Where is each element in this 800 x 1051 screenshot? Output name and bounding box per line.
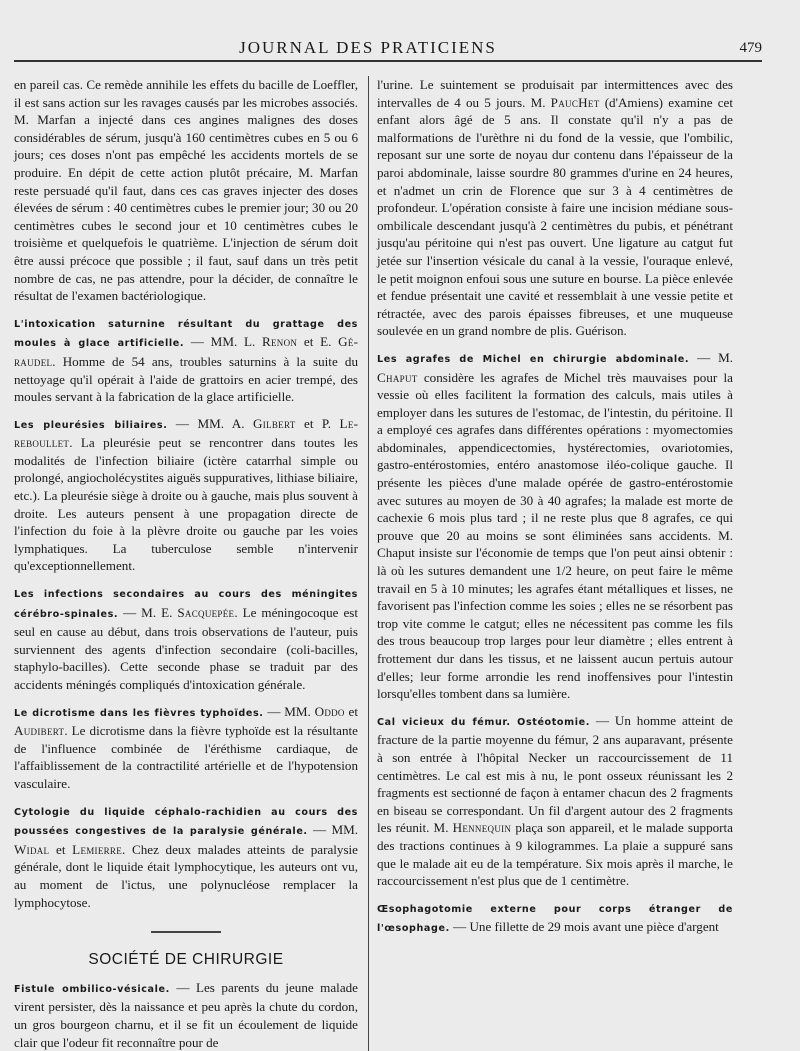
section-title: SOCIÉTÉ DE CHIRURGIE bbox=[88, 951, 284, 969]
right-column bbox=[368, 76, 733, 1051]
article-text: . Le dicrotisme dans la fièvre typhoïde est la résultante de l'influence combinée de l'éréthisme cardiaque, de l'affaiblissement de la contractilité artérielle et de l'hypotension vasculaire. bbox=[14, 723, 358, 791]
article-heading: Les pleurésies biliaires. bbox=[14, 419, 168, 431]
article-heading: Cal vicieux du fémur. Ostéotomie. bbox=[377, 716, 590, 728]
author-name: Lereboullet bbox=[14, 415, 358, 451]
article-intoxication-saturnine: L'intoxication saturnine résultant du grattage des moules à glace artificielle. — MM. L. Renon et E. Géraudel. Homme de 54 ans, troubles saturnins à la suite du nettoyage qu'il opérait à l'aide de grattoirs en acier trempé, des moules servant à la fabrication de la glace artificielle. bbox=[14, 318, 359, 405]
article-pleuresies-biliaires: Les pleurésies biliaires. — MM. A. Gilbert et P. Lereboullet. La pleurésie peut se rencontrer dans toutes les modalités de l'infection biliaire (ictère catarrhal simple ou prolongé, angiocholécystites aiguës suppuratives, lithiase biliaire, etc.). La pleurésie siège à droite ou à gauche, mais plus souvent à droite. Les auteurs pensent à une propagation directe de l'infection du foie à la plèvre droite ou gauche par les voies lymphatiques. La tuberculose semble n'intervenir qu'exceptionnellement. bbox=[14, 415, 358, 574]
article-fistule-continued: l'urine. Le suintement se produisait par intermittences avec des intervalles de 4 ou 5 jours. M. PaucHet (d'Amiens) examine cet enfant alors âgé de 5 ans. Il constate qu'il n'y a pas de malformations de l'urèthre ni du fond de la vessie, que l'ombilic, reposant sur une sorte de noyau dur contenu dans l'épaisseur de la paroi abdominale, laisse sourdre 80 grammes d'urine en 24 heures, et n'admet un crin de Florence que sur 3 à 4 centimètres de profondeur. L'opération consiste à faire une incision médiane sous-ombilicale descendant jusqu'à 2 centimètres du pubis, et pénétrant jusqu'au péritoine qui n'est pas ouvert. Une ligature au catgut fut jetée sur l'insertion vésicale du canal à la vessie, l'ouraque enlevé, le petit moignon enfoui sous une suture en bourse. La pièce enlevée et fendue présentait une cavité et ressemblait à une vessie petite et rétractée, avec des parois épaisses fibreuses, et une muqueuse soulevée en un grand nombre de plis. Guérison. bbox=[377, 77, 734, 339]
article-text: . Le méningocoque est seul en cause au début, dans trois observations de l'auteur, puis surviennent des agents d'infection secondaire (coli-bacilles, staphylo-bacilles). Cette seconde phase se traduit par des accidents méningés compliqués d'intoxication générale. bbox=[14, 604, 358, 692]
paragraph-marfan: en pareil cas. Ce remède annihile les effets du bacille de Loeffler, il est sans action sur les ravages causés par les microbes associés. M. Marfan a injecté dans ces angines malignes des doses considérables de sérum, jusqu'à 160 centimètres cubes en 5 ou 6 jours; ces doses n'ont pas empêché les accidents mortels de se produire. En dépit de cette action plutôt précaire, M. Marfan reste persuadé qu'il faut, dans ces cas graves injecter des doses élevées de sérum : 40 centimètres cubes le premier jour; 30 ou 20 centimètres cubes le second jour et 10 centimètres cubes le troisième et quelquefois le quatrième. L'injection de sérum doit être aussi précoce que possible ; il faut, sauf dans un très petit nombre de cas, ne pas attendre, pour la décider, de connaître le résultat de l'examen bactériologique. bbox=[14, 77, 358, 304]
article-heading: Œsophagotomie externe pour corps étranger de l'œsophage. bbox=[377, 903, 733, 935]
article-heading: Cytologie du liquide céphalo-rachidien au cours des poussées congestives de la paralysie générale. bbox=[14, 806, 358, 838]
article-oesophagotomie bbox=[377, 899, 733, 938]
article-cytologie: Cytologie du liquide céphalo-rachidien au cours des poussées congestives de la paralysie générale. — MM. Widal et Lemierre. Chez deux malades atteints de paralysie générale, dont le liquide était lymphocytique, les auteurs ont vu, au moment de l'ictus, une polynucléose remplacer la lymphocytose. bbox=[14, 806, 358, 910]
article-infections-secondaires: Les infections secondaires au cours des méningites cérébro-spinales. — M. E. Sacquepée. Le méningocoque est seul en cause au début, dans trois observations de l'auteur, puis surviennent des agents d'infection secondaire (coli-bacilles, staphylo-bacilles). Cette seconde phase se traduit par des accidents méningés compliqués d'intoxication générale. bbox=[14, 589, 358, 692]
author-name: Sacquepée bbox=[177, 604, 235, 620]
page-header bbox=[14, 34, 762, 62]
article-text: . Chez deux malades atteints de paralysie générale, dont le liquide était lymphocytique, les auteurs ont vu, au moment de l'ictus, une polynucléose remplacer la lymphocytose. bbox=[14, 841, 358, 910]
author-name: Oddo bbox=[314, 703, 345, 719]
journal-title: JOURNAL DES PRATICIENS bbox=[239, 38, 497, 57]
article-cal-vicieux: Cal vicieux du fémur. Ostéotomie. — Un homme atteint de fracture de la partie moyenne du fémur, 2 ans auparavant, présente à son entrée à l'hôpital Necker un raccourcissement de 11 centimètres. Le cal est mis à nu, le pont osseux réunissant les 2 fragments est sectionné de façon à entamer chacun des 2 fragments en biseau se correspondant. Un fil d'argent autour des 2 fragments les réunit. M. Hennequin plaça son appareil, et le malade supporta des tractions continues à 9 kilogrammes. La plaie a suppuré sans que le malade ait eu de la température. Six mois après il marche, le raccourcissement n'est plus que de 1 centimètre. bbox=[377, 712, 733, 889]
article-text: — Les parents du jeune malade virent persister, dès la naissance et peu après la chute du cordon, un gros bourgeon charnu, et il se fit un écoulement de liquide clair que l'odeur fit reconnaître pour de bbox=[14, 979, 358, 1050]
text-columns bbox=[14, 76, 762, 1051]
author-name: Chaput bbox=[377, 369, 418, 385]
article-heading: Fistule ombilico-vésicale. bbox=[14, 983, 170, 995]
article-text: — Une fillette de 29 mois avant une pièce d'argent bbox=[449, 919, 719, 935]
article-dicrotisme: Le dicrotisme dans les fièvres typhoïdes. — MM. Oddo et Audibert. Le dicrotisme dans la fièvre typhoïde est la résultante de l'influence combinée de l'éréthisme cardiaque, de l'affaiblissement de la contractilité artérielle et de l'hypotension vasculaire. bbox=[14, 703, 358, 791]
author-name: Renon bbox=[261, 334, 298, 350]
article-text: . Homme de 54 ans, troubles saturnins à la suite du nettoyage qu'il opérait à l'aide de grattoirs en acier trempé, des moules servant à la fabrication de la glace artificielle. bbox=[14, 353, 358, 405]
section-divider bbox=[151, 931, 221, 933]
article-agrafes-michel: Les agrafes de Michel en chirurgie abdominale. — M. Chaput considère les agrafes de Michel très mauvaises pour la vessie où elles facilitent la formation des calculs, mais utiles à employer dans les sutures de l'estomac, de l'intestin, du péritoine. Il a employé ces agrafes dans différentes opérations : myomectomies abdominales, appendicectomies, hystérectomies, ovariotomies, gastro-entérostomies, entéro anastomose iléo-colique gauche. Il présente les pièces d'une malade opérée de gastro-entérostomie avec sutures au moyen de 30 à 40 agrafes; la malade est morte de cachexie 6 mois plus tard ; il ne reste plus que 8 agrafes, ce qui prouve que 20 au moins se sont éliminées sans accidents. M. Chaput insiste sur l'économie de temps que l'on peut ainsi obtenir : là où les sutures demandent une 1/2 heure, on peut faire le même travail en 5 à 10 minutes; les agrafes étant métalliques et lisses, ne favorisent pas l'infection comme les soies ; elles ne se résorbent pas trop vite comme le catgut; elles ne nécessitent pas comme les fils des trous beaucoup trop larges pour leur diamètre ; elles entrent à frottement dur dans les tissus, et ne laissent aucun pertuis autour d'elles; leur forme arrondie les rend inoffensives pour l'intestin lorsqu'elles tombent dans sa lumière. bbox=[377, 349, 733, 702]
article-text: plaça son appareil, et le malade supporta des tractions continues à 9 kilogrammes. La plaie a suppuré sans que le malade ait eu de la température. Six mois après il marche, le raccourcissement n'est plus que de 1 centimètre. bbox=[377, 820, 733, 889]
article-text: . La pleurésie peut se rencontrer dans toutes les modalités de l'infection biliaire (ictère catarrhal simple ou prolongé, angiocholécystites aiguës suppuratives, lithiase biliaire, etc.). La pleurésie siège à droite ou à gauche, mais plus souvent à droite. Les auteurs pensent à une propagation directe de l'infection du foie à la plèvre droite ou gauche par les voies lymphatiques. La tuberculose semble n'intervenir qu'exceptionnellement. bbox=[14, 435, 358, 574]
article-text: (d'Amiens) examine cet enfant alors âgé de 5 ans. Il constate qu'il n'y a pas de malformations de l'urèthre ni du fond de la vessie, que l'ombilic, reposant sur une sorte de noyau dur contenu dans l'épaisseur de la paroi abdominale, laisse sourdre 80 grammes d'urine en 24 heures, et n'admet un crin de Florence que sur 3 à 4 centimètres de profondeur. L'opération consiste à faire une incision médiane sous-ombilicale descendant jusqu'à 2 centimètres du pubis, et pénétrant jusqu'au péritoine qui n'est pas ouvert. Une ligature au catgut fut jetée sur l'insertion vésicale du canal à la vessie, l'ouraque enlevé, le petit moignon enfoui sous une suture en bourse. La pièce enlevée et fendue présentait une cavité et ressemblait à une vessie petite et rétractée, avec des parois épaisses fibreuses, et une muqueuse soulevée en un grand nombre de plis. Guérison. bbox=[377, 94, 734, 339]
author-name: Audibert bbox=[14, 723, 65, 739]
author-name: PaucHet bbox=[550, 94, 600, 110]
page-number: 479 bbox=[739, 40, 762, 56]
article-heading: L'intoxication saturnine résultant du grattage des moules à glace artificielle. bbox=[14, 318, 358, 350]
author-name: Widal bbox=[14, 841, 50, 857]
author-name: Lemierre bbox=[72, 841, 123, 857]
article-text: considère les agrafes de Michel très mauvaises pour la vessie où elles facilitent la formation des calculs, mais utiles à employer dans les sutures de l'estomac, de l'intestin, du péritoine. Il a employé ces agrafes dans différentes opérations : myomectomies abdominales, appendicectomies, hystérectomies, ovariotomies, gastro-entérostomies, entéro anastomose iléo-colique gauche. Il présente les pièces d'une malade opérée de gastro-entérostomie avec sutures au moyen de 30 à 40 agrafes; la malade est morte de cachexie 6 mois plus tard ; il ne reste plus que 8 agrafes, ce qui prouve que 20 au moins se sont éliminées sans accidents. M. Chaput insiste sur l'économie de temps que l'on peut ainsi obtenir : là où les sutures demandent une 1/2 heure, on peut faire le même travail en 5 à 10 minutes; les agrafes étant métalliques et lisses, ne favorisent pas l'infection comme les soies ; elles ne se résorbent pas trop vite comme le catgut; elles ne nécessitent pas comme les fils des trous beaucoup trop larges pour leur diamètre ; elles entrent à frottement dur dans les tissus, et ne laissent aucun pertuis autour d'elles; leur forme arrondie les rend inoffensives pour l'intestin lorsqu'elles tombent dans sa lumière. bbox=[377, 369, 733, 702]
author-name: Gilbert bbox=[253, 415, 296, 431]
article-heading: Les infections secondaires au cours des méningites cérébro-spinales. bbox=[14, 589, 358, 620]
article-heading: Les agrafes de Michel en chirurgie abdominale. bbox=[377, 353, 690, 365]
article-heading: Le dicrotisme dans les fièvres typhoïdes. bbox=[14, 707, 264, 719]
article-fistule bbox=[14, 979, 358, 1051]
author-name: Hennequin bbox=[452, 820, 512, 836]
left-column bbox=[14, 76, 358, 1051]
author-name: Géraudel bbox=[14, 334, 359, 369]
